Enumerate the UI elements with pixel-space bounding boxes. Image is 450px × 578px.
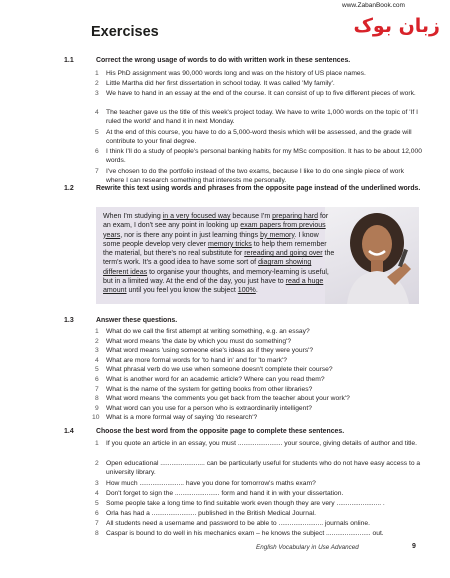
section-number: 1.1 bbox=[64, 57, 74, 64]
workbook-page: www.ZabanBook.com زبان بوک Exercises 1.1 Correct the wrong usage of words to do with written work in these sentences. 1 His PhD assignment was 90,000 words long and was on the history of US place names. 2 Little Martha did her first dissertation in school today. It was called 'My family'. 3 We have to hand in an essay at the end of the course. It can consist of up to five different pieces of work. 4 The teacher gave us the title of this week's project today. We have to write 1,000 words on the topic of 'If I ruled the world' and hand it in next Monday. 5 At the end of this course, you have to do a 5,000-word thesis which will be assessed, and the grade will contribute to your final degree. 6 I think I'll do a study of people's personal banking habits for my MSc composition. It has to be about 12,000 words. 7 I've chosen to do the portfolio instead of the two exams, because I like to do one single piece of work where I can research something that interests me personally. 1.2 Rewrite this text using words and phrases from the opposite page instead of the underlined words. When I'm studying in a very focused way because I'm preparing hard for an exam, I don't see any point in looking up exam papers from previous years, nor is there any point in just learning things by memory. I know some people develop very clever memory tricks to help them remember the material, but there's no real substitute for rereading and going over the term's work. It's a good idea to have some sort of diagram showing different ideas to organise your thoughts, and memory-learning is useful, but in a limited way. At the end of the day, you just have to read a huge amount until you feel you know the subject 100%. 1.3 Answer these questions. 1 What do we call the first attempt at writing something, e.g. an essay? 2 What word means 'the date by which you must do something'? 3 What word means 'using someone else's ideas as if they were yours'? 4 What are more formal words for 'to hand in' and for 'to mark'? 5 What phrasal verb do we use when someone doesn't complete their course? 6 What is another word for an academic article? Where can you read them? 7 What is the name of the system for getting books from other libraries? 8 What word means 'the comments you get back from the teacher about your work'? 9 What word can you use for a person who is extraordinarily intelligent? 10 What is a more formal way of saying 'do research'? 1.4 Choose the best word from the opposite page to complete these sentences. 1 If you quote an article in an essay, you must ........................ your source, giving details of author and title. 2 Open educational ........................ can be particularly useful for students who do not have easy access to a university library. 3 How much ........................ have you done for tomorrow's maths exam? 4 Don't forget to sign the ........................ form and hand it in with your dissertation. 5 Some people take a long time to find suitable work even though they are very ........................ . 6 Orla has had a ........................ published in the British Medical Journal. 7 All students need a username and password to be able to ........................ journals online. 8 Caspar is bound to do well in his mechanics exam – he knows the subject ........................ out. English Vocabulary in Use Advanced 9 bbox=[0, 0, 450, 578]
book-title-footer: English Vocabulary in Use Advanced bbox=[256, 544, 359, 551]
section-number: 1.2 bbox=[64, 185, 74, 192]
passage-text: . I know some people develop very clever bbox=[103, 231, 319, 248]
underlined-phrase: by memory bbox=[260, 231, 295, 239]
underlined-phrase: memory tricks bbox=[207, 240, 252, 248]
logo-wordmark: زبان بوک bbox=[353, 15, 440, 37]
section-number: 1.3 bbox=[64, 317, 74, 324]
page-number: 9 bbox=[412, 543, 416, 550]
section-number: 1.4 bbox=[64, 428, 74, 435]
section-heading: Answer these questions. bbox=[96, 317, 178, 324]
passage-text: to help them remember the material, but there's no real substitute for bbox=[103, 240, 327, 258]
site-logo[interactable] bbox=[322, 2, 446, 40]
passage-text: for an exam, I don't see any point in looking up bbox=[103, 213, 329, 230]
passage-text: . bbox=[255, 287, 258, 295]
passage-text: until you feel you know the subject bbox=[126, 287, 238, 295]
underlined-phrase: read a huge amount bbox=[103, 278, 324, 295]
section-heading: Correct the wrong usage of words to do with written work in these sentences. bbox=[96, 57, 351, 64]
student-photo bbox=[325, 207, 419, 304]
passage-text: because I'm bbox=[230, 213, 273, 220]
underlined-phrase: diagram showing different ideas bbox=[103, 259, 312, 276]
reading-passage-panel bbox=[96, 207, 419, 304]
underlined-phrase: exam papers from previous years bbox=[103, 222, 326, 239]
underlined-phrase: rereading and going over bbox=[244, 250, 323, 258]
page-title: Exercises bbox=[91, 24, 159, 40]
smiling-student-illustration-icon bbox=[325, 207, 419, 304]
rewrite-passage bbox=[103, 212, 335, 296]
underlined-phrase: 100% bbox=[237, 287, 256, 295]
site-url: www.ZabanBook.com bbox=[342, 2, 405, 9]
passage-text: the term's work. It's a good idea to have some sort of bbox=[103, 250, 335, 267]
section-heading: Choose the best word from the opposite page to complete these sentences. bbox=[96, 428, 345, 435]
passage-text: , nor is there any point in just learning things bbox=[120, 231, 261, 239]
underlined-phrase: preparing hard bbox=[272, 213, 319, 220]
passage-text: to organise your thoughts, and memory-learning is useful, but in a limited way. At the end of the day, you just have to bbox=[103, 268, 329, 286]
passage-text: When I'm studying bbox=[103, 213, 163, 220]
section-heading: Rewrite this text using words and phrases from the opposite page instead of the underlined words. bbox=[96, 185, 421, 192]
zabanbook-logo-icon bbox=[322, 11, 446, 37]
underlined-phrase: in a very focused way bbox=[162, 213, 231, 220]
